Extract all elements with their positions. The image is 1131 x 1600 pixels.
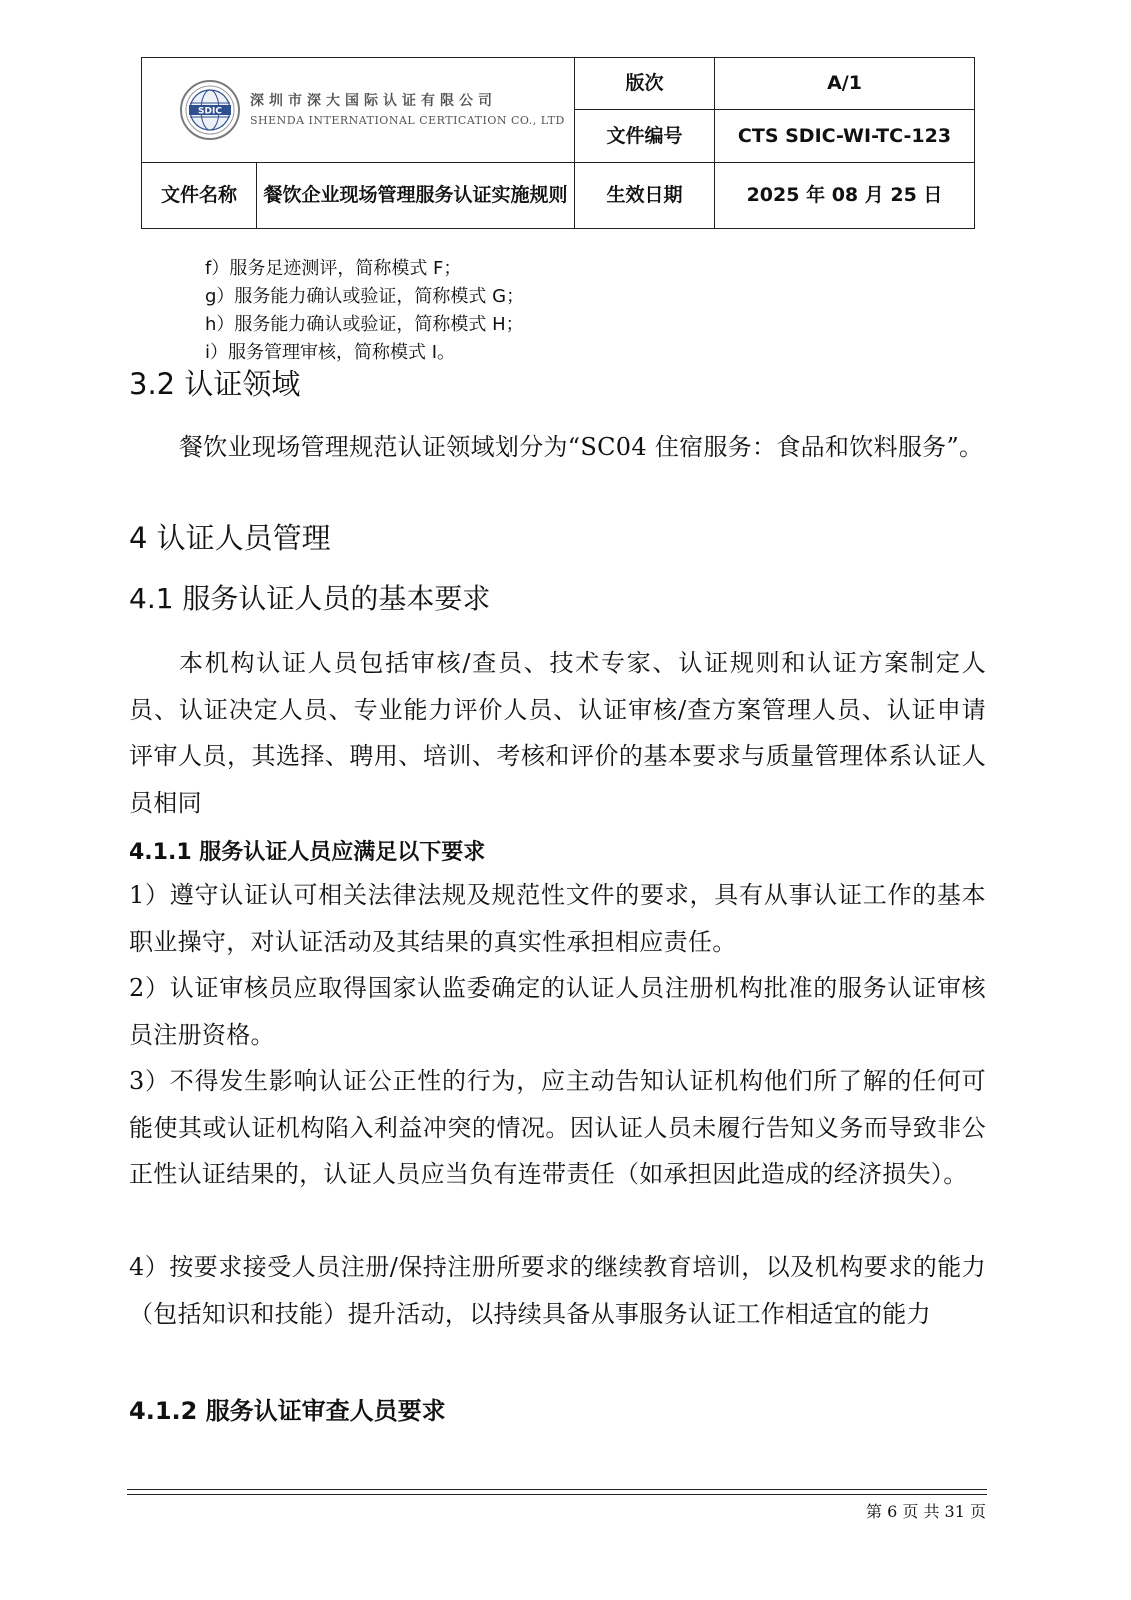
requirement-item-1: 1）遵守认证认可相关法律法规及规范性文件的要求，具有从事认证工作的基本职业操守，对认证活动及其结果的真实性承担相应责任。: [129, 881, 986, 956]
doc-number-label: 文件编号: [575, 110, 715, 163]
company-name-en: SHENDA INTERNATIONAL CERTICATION CO., LTD: [250, 114, 565, 128]
page-number: 第 6 页 共 31 页: [866, 1502, 986, 1521]
effective-date-value: 2025 年 08 月 25 日: [715, 163, 975, 229]
doc-name-label: 文件名称: [142, 163, 257, 229]
list-item: i）服务管理审核，简称模式 I。: [205, 342, 456, 363]
list-item: h）服务能力确认或验证，简称模式 H；: [205, 314, 524, 335]
logo-sdic-text: SDIC: [198, 106, 222, 117]
section-heading-4-1-1: 4.1.1 服务认证人员应满足以下要求: [129, 840, 486, 865]
section-body-4-1: 本机构认证人员包括审核/查员、技术专家、认证规则和认证方案制定人员、认证决定人员、专业能力评价人员、认证审核/查方案管理人员、认证申请评审人员，其选择、聘用、培训、考核和评价的基本要求与质量管理体系认证人员相同: [129, 649, 986, 817]
document-header-table: [141, 57, 975, 229]
section-heading-4: 4 认证人员管理: [129, 521, 331, 555]
version-label: 版次: [575, 58, 715, 110]
company-name-cn: 深圳市深大国际认证有限公司: [250, 92, 497, 109]
doc-name-value: 餐饮企业现场管理服务认证实施规则: [257, 163, 575, 229]
doc-number-value: CTS SDIC-WI-TC-123: [715, 110, 975, 163]
company-logo-icon: [176, 79, 244, 141]
company-logo-cell: [142, 58, 575, 163]
effective-date-label: 生效日期: [575, 163, 715, 229]
footer-divider: [127, 1489, 987, 1490]
section-heading-4-1-2: 4.1.2 服务认证审查人员要求: [129, 1397, 446, 1425]
section-heading-4-1: 4.1 服务认证人员的基本要求: [129, 582, 491, 615]
requirement-item-2: 2）认证审核员应取得国家认监委确定的认证人员注册机构批准的服务认证审核员注册资格。: [129, 974, 986, 1049]
requirement-item-3: 3）不得发生影响认证公正性的行为，应主动告知认证机构他们所了解的任何可能使其或认证机构陷入利益冲突的情况。因认证人员未履行告知义务而导致非公正性认证结果的，认证人员应当负有连带责任（如承担因此造成的经济损失）。: [129, 1067, 986, 1188]
section-heading-3-2: 3.2 认证领域: [129, 367, 301, 401]
section-body-3-2: 餐饮业现场管理规范认证领域划分为“SC04 住宿服务：食品和饮料服务”。: [179, 433, 984, 461]
list-item: f）服务足迹测评，简称模式 F；: [205, 258, 462, 279]
list-item: g）服务能力确认或验证，简称模式 G；: [205, 286, 525, 307]
footer-divider: [127, 1494, 987, 1495]
requirement-item-4: 4）按要求接受人员注册/保持注册所要求的继续教育培训，以及机构要求的能力（包括知识和技能）提升活动，以持续具备从事服务认证工作相适宜的能力: [129, 1253, 986, 1328]
version-value: A/1: [715, 58, 975, 110]
